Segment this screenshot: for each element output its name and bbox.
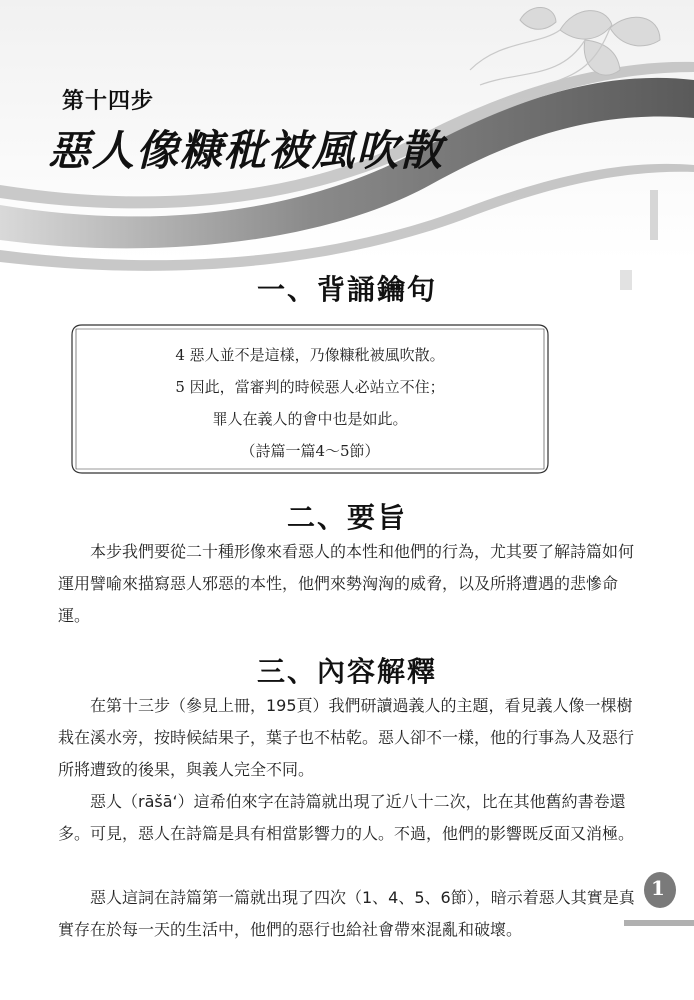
verse-text: [70, 339, 550, 467]
explanation-paragraph: 惡人這詞在詩篇第一篇就出現了四次（1、4、5、6節），暗示着惡人其實是真實存在於每一天的生活中，他們的惡行也給社會帶來混亂和破壞。: [58, 888, 635, 939]
verse-reference: （詩篇一篇4～5節）: [240, 442, 380, 460]
section-heading-memory-verse: 一、背誦鑰句: [256, 273, 437, 306]
section-heading-explanation: 三、內容解釋: [256, 655, 437, 688]
explanation-paragraph: 在第十三步（參見上冊，195頁）我們研讀過義人的主題，看見義人像一棵樹栽在溪水旁，按時候結果子，葉子也不枯乾。惡人卻不一樣，他的行事為人及惡行所將遭致的後果，與義人完全不同。: [58, 696, 635, 779]
verse-line: 罪人在義人的會中也是如此。: [212, 410, 408, 428]
verse-box: [70, 323, 550, 475]
verse-line: 4 惡人並不是這樣，乃像糠秕被風吹散。: [175, 346, 445, 364]
section-heading-main-idea: 二、要旨: [286, 501, 407, 534]
page-number: 1: [651, 876, 665, 900]
step-label: 第十四步: [62, 88, 155, 114]
chapter-title: 惡人像糠秕被風吹散: [48, 126, 445, 175]
explanation-paragraph: 惡人（rāšā‘）這希伯來字在詩篇就出現了近八十二次，比在其他舊約書卷還多。可見，惡人在詩篇是具有相當影響力的人。不過，他們的影響既反面又消極。: [58, 792, 635, 843]
verse-line: 5 因此，當審判的時候惡人必站立不住；: [175, 378, 445, 396]
main-idea-paragraph: 本步我們要從二十種形像來看惡人的本性和他們的行為，尤其要了解詩篇如何運用譬喻來描寫惡人邪惡的本性，他們來勢洶洶的威脅，以及所將遭遇的悲慘命運。: [58, 542, 635, 625]
